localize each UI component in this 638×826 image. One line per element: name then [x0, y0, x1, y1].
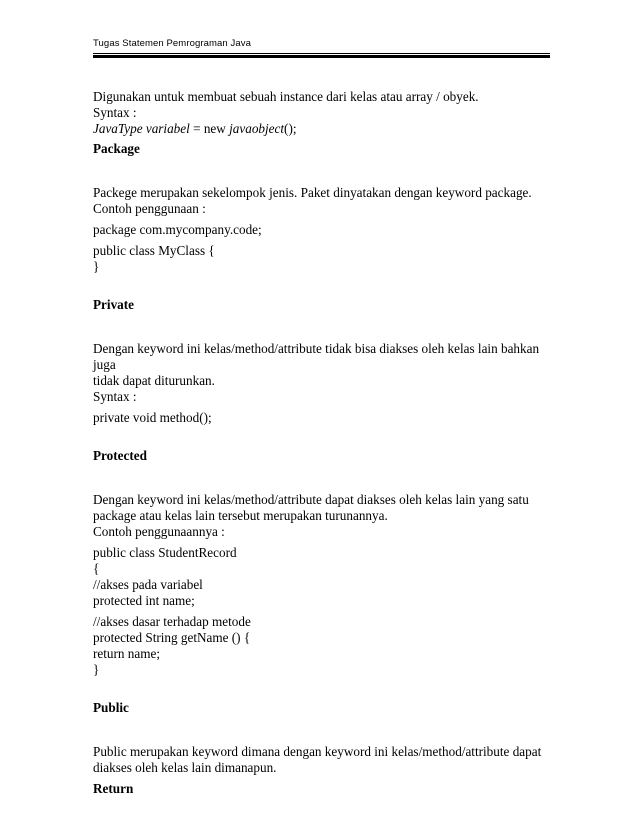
protected-code-line: protected String getName () {	[93, 630, 251, 645]
package-heading: Package	[93, 141, 140, 156]
protected-code-line: }	[93, 662, 100, 677]
protected-code-line: protected int name;	[93, 593, 195, 608]
instance-syntax-code	[93, 121, 553, 137]
header-rule-thin	[93, 53, 550, 54]
protected-code-line: //akses dasar terhadap metode	[93, 614, 251, 629]
package-code-line: package com.mycompany.code;	[93, 222, 262, 237]
private-code-line: private void method();	[93, 410, 212, 425]
public-heading: Public	[93, 700, 129, 715]
package-code-line: }	[93, 259, 100, 274]
private-syntax-label: Syntax :	[93, 389, 137, 404]
protected-code-line: //akses pada variabel	[93, 577, 203, 592]
protected-description: Dengan keyword ini kelas/method/attribute dapat diakses oleh kelas lain yang satu	[93, 492, 529, 507]
public-description: Public merupakan keyword dimana dengan keyword ini kelas/method/attribute dapat	[93, 744, 542, 759]
package-code-line: public class MyClass {	[93, 243, 215, 258]
protected-description: package atau kelas lain tersebut merupakan turunannya.	[93, 508, 388, 523]
code-new: = new	[189, 121, 230, 136]
header-rule-thick	[93, 55, 550, 58]
private-description: Dengan keyword ini kelas/method/attribute tidak bisa diakses oleh kelas lain bahkan juga	[93, 341, 540, 372]
protected-code-line: public class StudentRecord	[93, 545, 237, 560]
protected-code-line: return name;	[93, 646, 161, 661]
return-heading: Return	[93, 781, 134, 796]
private-heading: Private	[93, 297, 135, 312]
page-header-title: Tugas Statemen Pemrograman Java	[93, 38, 251, 49]
public-description: diakses oleh kelas lain dimanapun.	[93, 760, 277, 775]
code-end: ();	[284, 121, 297, 136]
package-description: Packege merupakan sekelompok jenis. Paket dinyatakan dengan keyword package.	[93, 185, 532, 200]
code-object: javaobject	[229, 121, 285, 136]
protected-example-label: Contoh penggunaannya :	[93, 524, 225, 539]
protected-heading: Protected	[93, 448, 147, 463]
instance-description: Digunakan untuk membuat sebuah instance dari kelas atau array / obyek.	[93, 89, 479, 104]
protected-code-line: {	[93, 561, 100, 576]
private-description: tidak dapat diturunkan.	[93, 373, 215, 388]
document-body	[93, 89, 553, 797]
package-example-label: Contoh penggunaan :	[93, 201, 206, 216]
instance-syntax-label: Syntax :	[93, 105, 137, 120]
code-type: JavaType variabel	[93, 121, 190, 136]
